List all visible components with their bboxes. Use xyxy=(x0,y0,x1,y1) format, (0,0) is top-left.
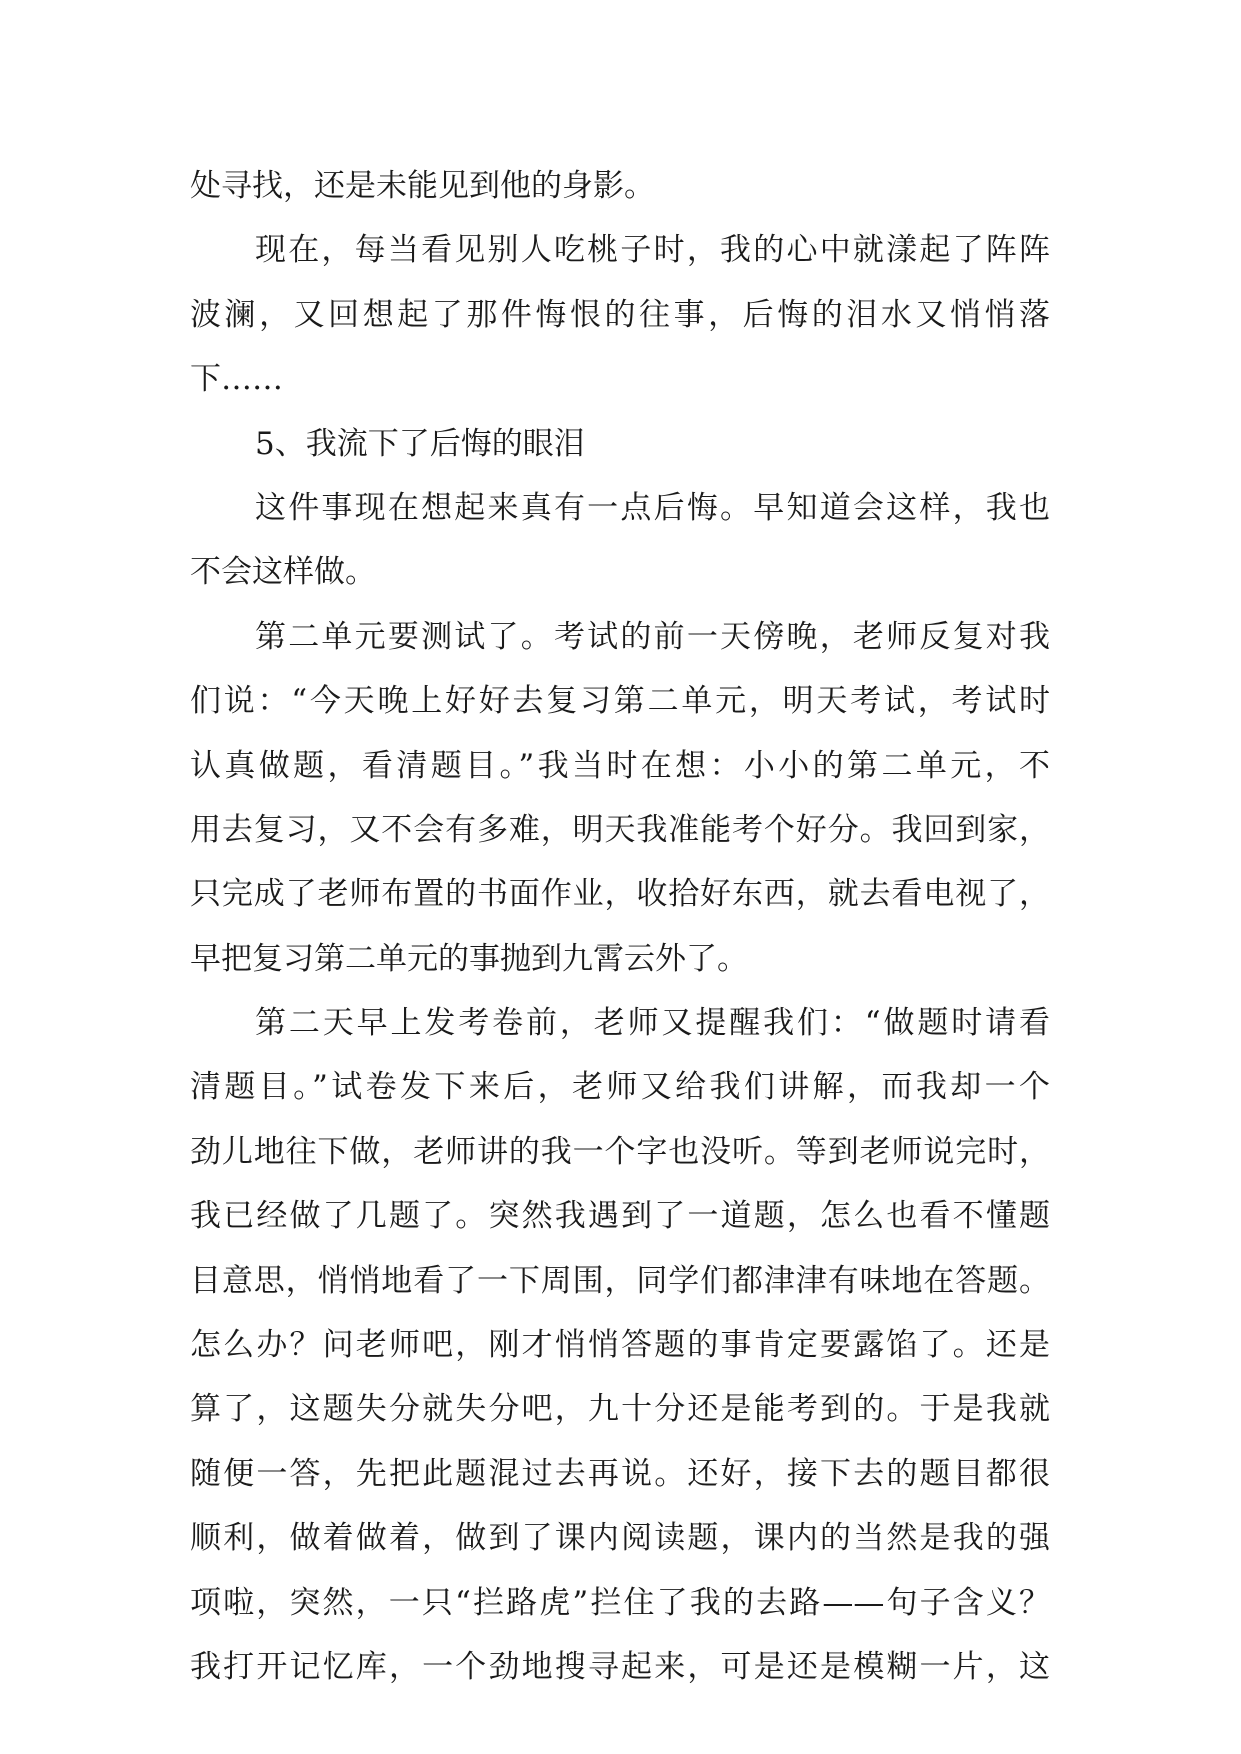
text-line: 怎么办？问老师吧，刚才悄悄答题的事肯定要露馅了。还是 xyxy=(190,1327,1050,1364)
document-body xyxy=(190,154,1050,1699)
text-line: 波澜，又回想起了那件悔恨的往事，后悔的泪水又悄悄落 xyxy=(190,296,1050,333)
text-line: 第二单元要测试了。考试的前一天傍晚，老师反复对我 xyxy=(255,618,1050,655)
text-line: 下…… xyxy=(190,361,283,398)
text-line: 们说：“今天晚上好好去复习第二单元，明天考试，考试时 xyxy=(190,683,1050,720)
text-line: 算了，这题失分就失分吧，九十分还是能考到的。于是我就 xyxy=(190,1391,1050,1428)
text-line: 清题目。”试卷发下来后，老师又给我们讲解，而我却一个 xyxy=(190,1069,1050,1106)
text-line: 我打开记忆库，一个劲地搜寻起来，可是还是模糊一片，这 xyxy=(190,1648,1050,1685)
text-line: 认真做题，看清题目。”我当时在想：小小的第二单元，不 xyxy=(190,747,1050,784)
text-line: 目意思，悄悄地看了一下周围，同学们都津津有味地在答题。 xyxy=(190,1262,1050,1299)
text-line: 项啦，突然，一只“拦路虎”拦住了我的去路——句子含义？ xyxy=(190,1584,1050,1621)
section-heading: 5、我流下了后悔的眼泪 xyxy=(255,425,585,462)
text-line: 这件事现在想起来真有一点后悔。早知道会这样，我也 xyxy=(255,489,1050,526)
text-line: 用去复习，又不会有多难，明天我准能考个好分。我回到家， xyxy=(190,811,1050,848)
text-line: 我已经做了几题了。突然我遇到了一道题，怎么也看不懂题 xyxy=(190,1198,1050,1235)
text-line: 劲儿地往下做，老师讲的我一个字也没听。等到老师说完时， xyxy=(190,1133,1050,1170)
text-line: 随便一答，先把此题混过去再说。还好，接下去的题目都很 xyxy=(190,1455,1050,1492)
text-line: 处寻找，还是未能见到他的身影。 xyxy=(190,168,655,204)
text-line: 早把复习第二单元的事抛到九霄云外了。 xyxy=(190,940,748,977)
text-line: 顺利，做着做着，做到了课内阅读题，课内的当然是我的强 xyxy=(190,1520,1050,1557)
text-line: 第二天早上发考卷前，老师又提醒我们：“做题时请看 xyxy=(255,1005,1050,1042)
text-line: 现在，每当看见别人吃桃子时，我的心中就漾起了阵阵 xyxy=(255,232,1050,269)
text-line: 只完成了老师布置的书面作业，收拾好东西，就去看电视了， xyxy=(190,876,1050,913)
text-line: 不会这样做。 xyxy=(190,554,376,591)
